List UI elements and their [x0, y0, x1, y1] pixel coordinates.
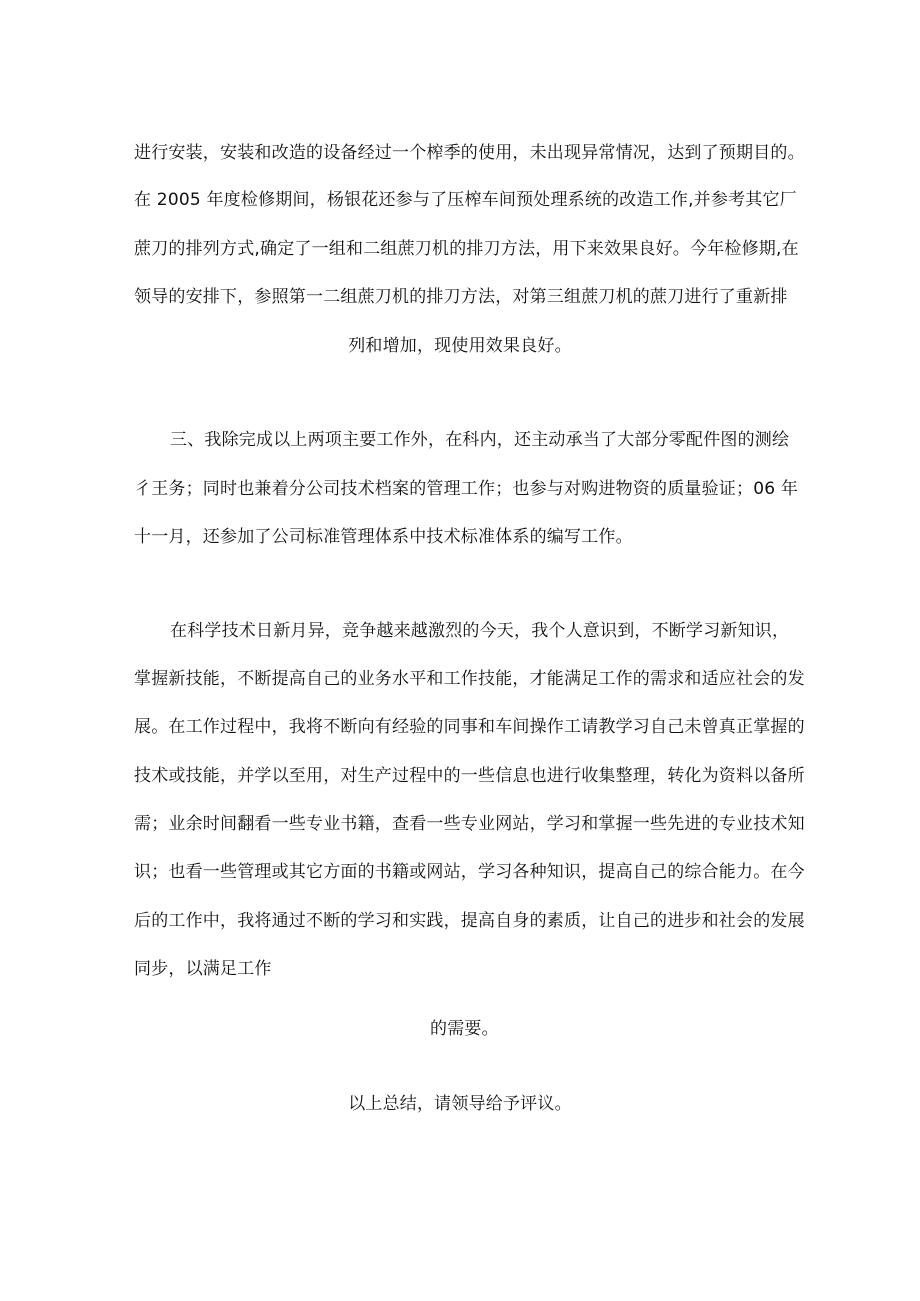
paragraph-2-line-2: 彳王务；同时也兼着分公司技术档案的管理工作；也参与对购进物资的质量验证；06 年 [134, 479, 799, 499]
paragraph-3-line-6: 识；也看一些管理或其它方面的书籍或网站，学习各种知识，提高自己的综合能力。在今 [134, 862, 805, 882]
paragraph-3-line-7: 后的工作中，我将通过不断的学习和实践，提高自身的素质，让自己的进步和社会的发展 [134, 911, 805, 931]
paragraph-1-line-1: 进行安装，安装和改造的设备经过一个榨季的使用，未出现异常情况，达到了预期目的。 [134, 143, 805, 163]
paragraph-1-tail: 列和增加，现使用效果良好。 [348, 336, 572, 356]
paragraph-1-line-2: 在 2005 年度检修期间，杨银花还参与了压榨车间预处理系统的改造工作,并参考其它厂 [134, 190, 797, 210]
closing-line: 以上总结，请领导给予评议。 [348, 1094, 572, 1114]
paragraph-3-line-4: 技术或技能，并学以至用，对生产过程中的一些信息也进行收集整理，转化为资料以备所 [134, 766, 805, 786]
paragraph-2-line-3: 十一月，还参加了公司标准管理体系中技术标准体系的编写工作。 [134, 527, 633, 547]
paragraph-1-line-3: 蔗刀的排列方式,确定了一组和二组蔗刀机的排刀方法，用下来效果良好。今年检修期,在 [134, 239, 799, 259]
paragraph-3-line-3: 展。在工作过程中，我将不断向有经验的同事和车间操作工请教学习自己未曾真正掌握的 [134, 717, 805, 737]
paragraph-3-tail: 的需要。 [430, 1019, 499, 1039]
paragraph-3-line-1: 在科学技术日新月异，竞争越来越激烈的今天，我个人意识到，不断学习新知识， [170, 621, 790, 641]
paragraph-1-line-4: 领导的安排下，参照第一二组蔗刀机的排刀方法，对第三组蔗刀机的蔗刀进行了重新排 [134, 287, 788, 307]
paragraph-2-line-1: 三、我除完成以上两项主要工作外，在科内，还主动承当了大部分零配件图的测绘 [170, 430, 790, 450]
paragraph-3-line-5: 需；业余时间翻看一些专业书籍，查看一些专业网站，学习和掌握一些先进的专业技术知 [134, 814, 805, 834]
paragraph-3-line-8: 同步，以满足工作 [134, 959, 272, 979]
paragraph-3-line-2: 掌握新技能，不断提高自己的业务水平和工作技能，才能满足工作的需求和适应社会的发 [134, 669, 805, 689]
